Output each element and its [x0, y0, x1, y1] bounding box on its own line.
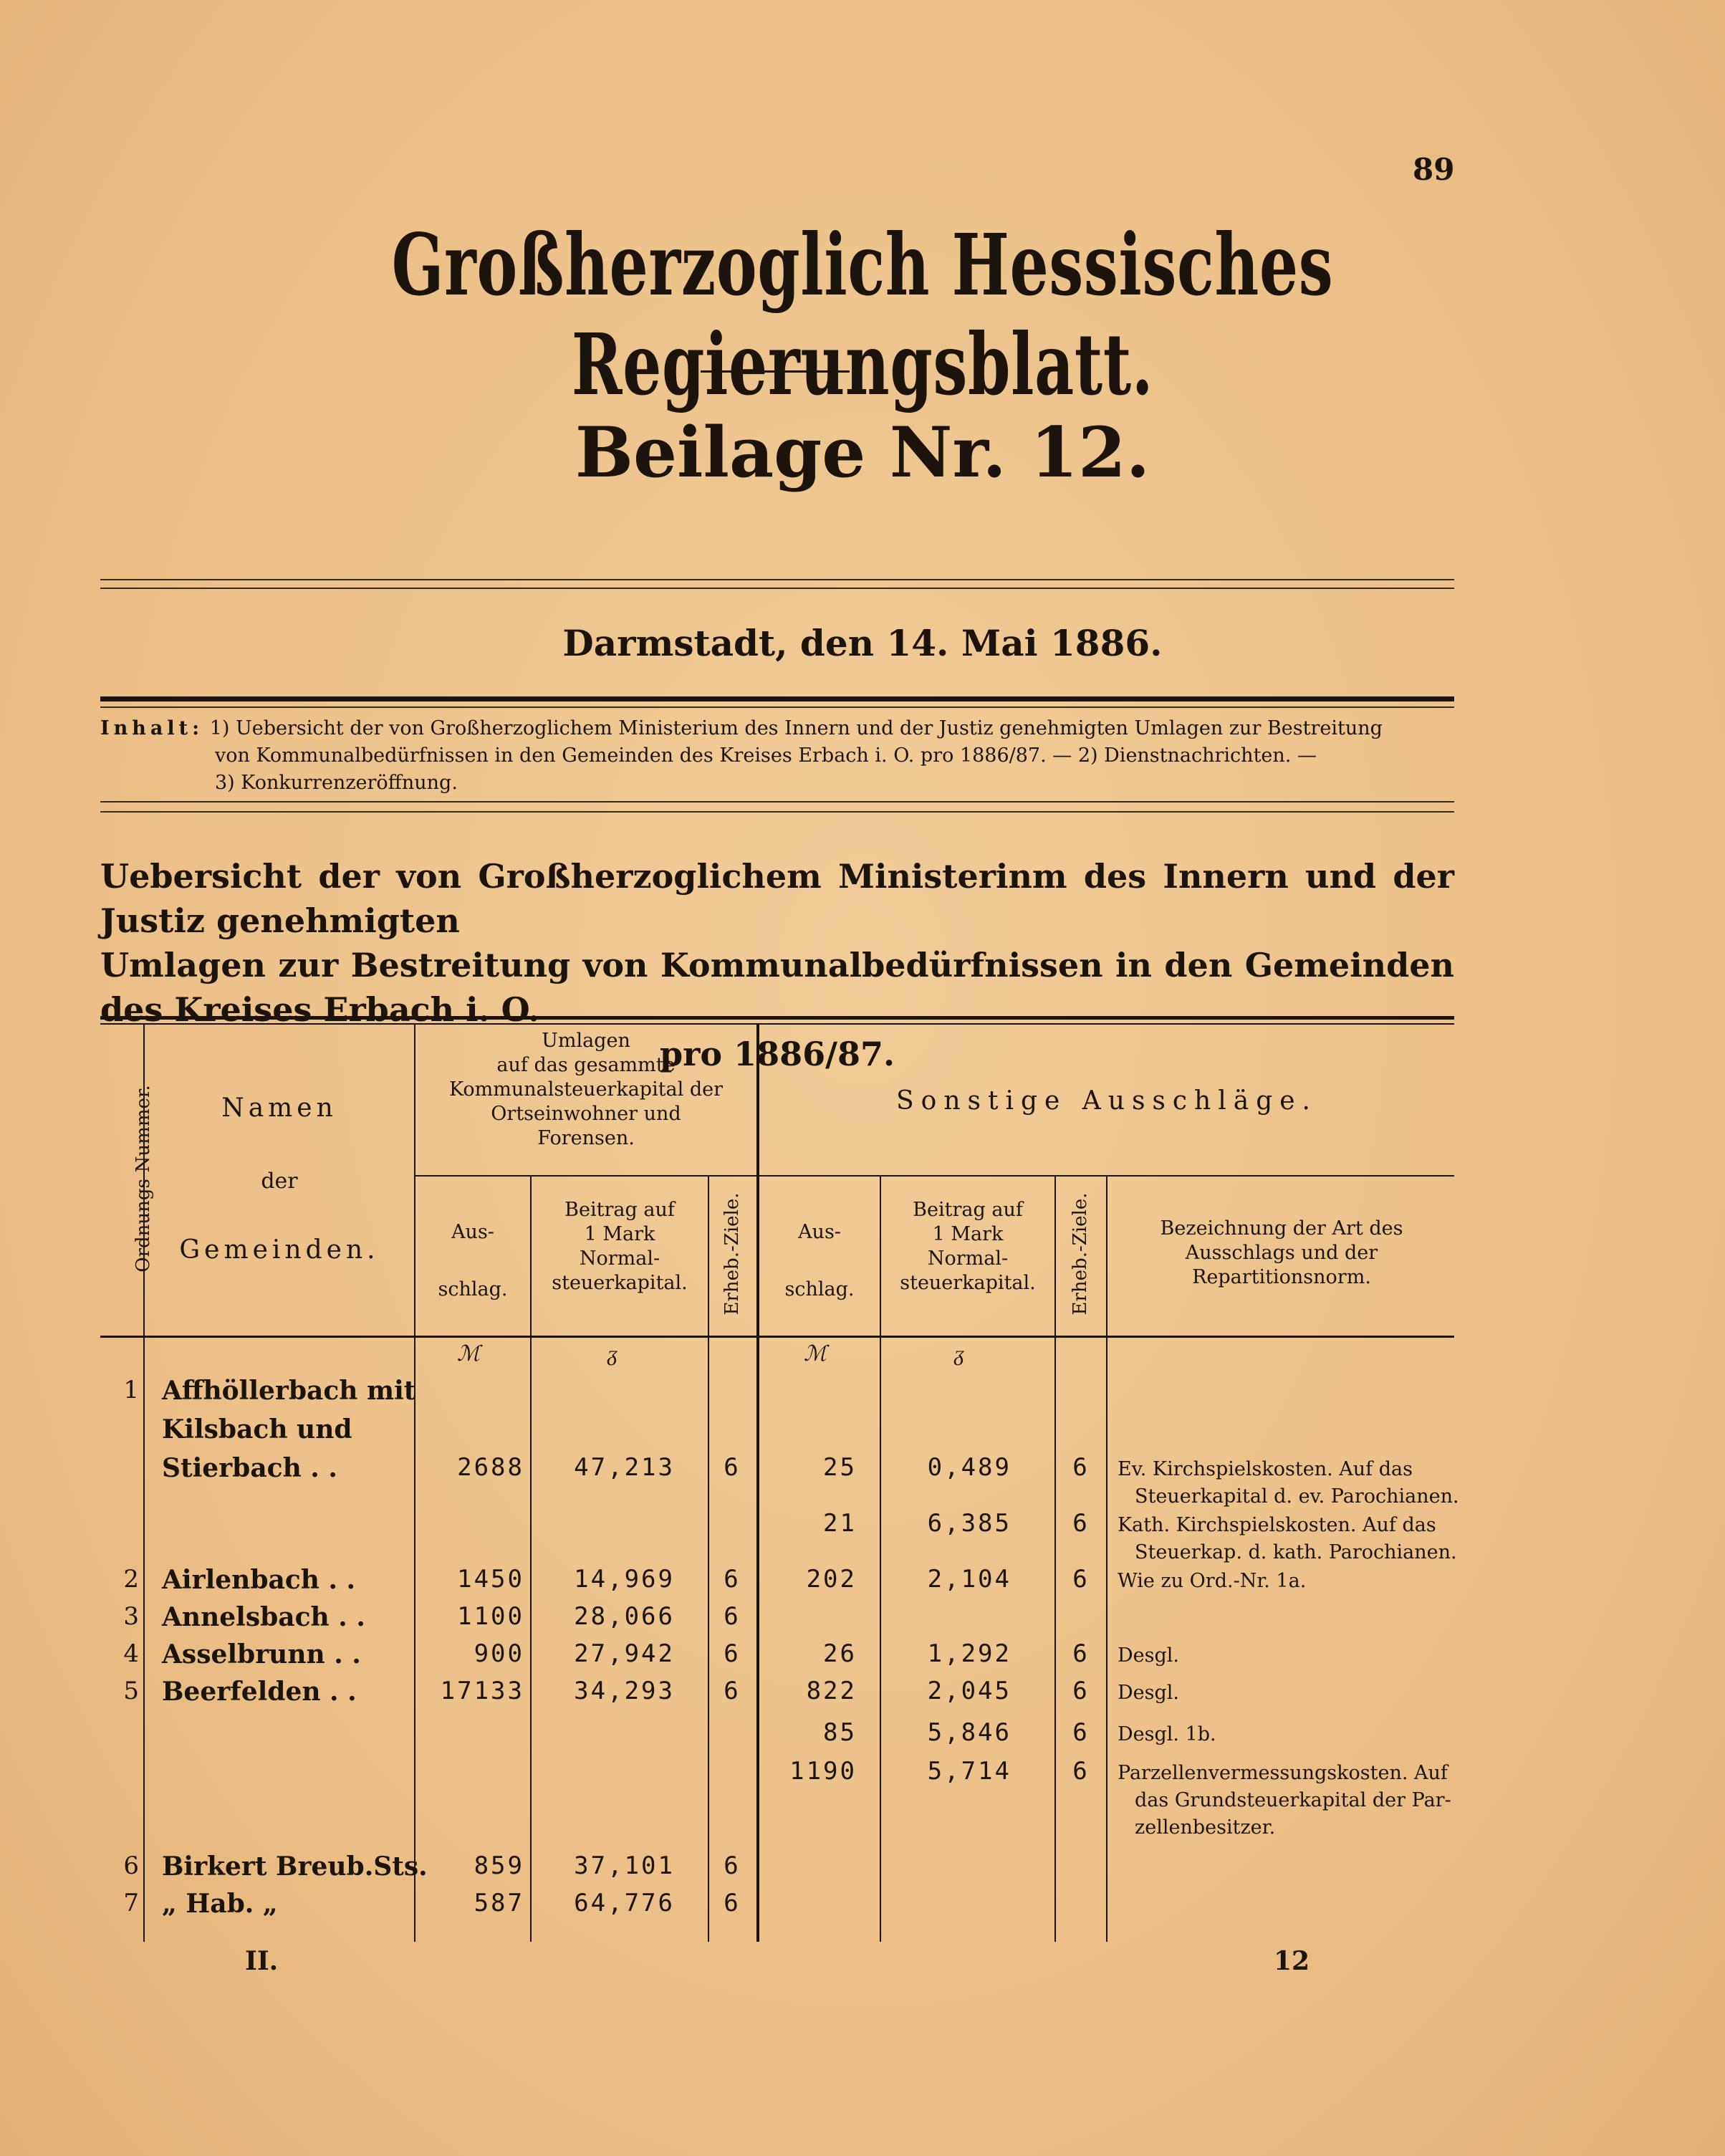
umlage-beitrag: 64,776	[574, 1889, 675, 1917]
header-der: der	[261, 1169, 298, 1194]
header-line: steuerkapital.	[900, 1272, 1036, 1294]
header-gemeinden: Gemeinden.	[179, 1235, 380, 1265]
footer-sheet-mark: II.	[245, 1946, 279, 1976]
heading-line: Uebersicht der von Großherzoglichem Ministerinm des Innern und der Justiz genehmigten	[100, 857, 1454, 940]
header-line: Beitrag auf	[913, 1199, 1023, 1221]
levy-description: Steuerkapital d. ev. Parochianen.	[1135, 1485, 1459, 1508]
table-subheader-rule	[414, 1175, 1454, 1177]
header-ordnungsnummer: Ordnungs-Nummer.	[133, 1085, 154, 1273]
header-line: 1 Mark	[584, 1223, 655, 1245]
umlage-beitrag: 34,293	[574, 1677, 675, 1705]
header-line: Normal-	[927, 1247, 1009, 1270]
municipality-name: „ Hab. „	[162, 1889, 278, 1919]
unit-mark: ℳ	[457, 1341, 481, 1366]
levy-description: Desgl.	[1118, 1644, 1179, 1667]
levy-description: Ev. Kirchspielskosten. Auf das	[1118, 1458, 1413, 1480]
levy-description: Desgl.	[1118, 1682, 1179, 1704]
row-number: 6	[123, 1851, 139, 1880]
levy-description: das Grundsteuerkapital der Par-	[1135, 1789, 1451, 1811]
sonstige-ausschlag: 21	[823, 1509, 857, 1538]
divider	[100, 706, 1454, 708]
umlage-erhebziele: 6	[724, 1677, 741, 1705]
sonstige-ausschlag: 26	[823, 1639, 857, 1668]
header-line: schlag.	[438, 1278, 508, 1300]
header-sonstige-ausschlaege: Sonstige Ausschläge.	[895, 1086, 1318, 1116]
row-number: 4	[123, 1639, 139, 1668]
header-erhebziele: Erheb.-Ziele.	[1070, 1192, 1091, 1316]
header-line: Beitrag auf	[564, 1199, 675, 1221]
header-line: Repartitionsnorm.	[1192, 1266, 1371, 1288]
unit-pfennig: ᵹ	[607, 1341, 618, 1366]
gazette-title: Großherzoglich Hessisches Regierungsblatt.	[391, 215, 1334, 414]
header-line: Kommunalsteuerkapital der	[448, 1078, 724, 1101]
divider	[100, 579, 1454, 580]
contents-line: 1) Uebersicht der von Großherzoglichem Ministerium des Innern und der Justiz genehmigten Umlagen zur Bestreitung	[209, 717, 1383, 739]
municipality-name: Kilsbach und	[162, 1414, 352, 1444]
header-bezeichnung	[1109, 1217, 1454, 1290]
supplement-number: Beilage Nr. 12.	[575, 412, 1150, 493]
issue-date: Darmstadt, den 14. Mai 1886.	[562, 622, 1163, 664]
table-top-rule	[100, 1023, 1454, 1025]
column-rule	[1106, 1175, 1107, 1942]
column-rule	[1054, 1175, 1056, 1942]
sonstige-erhebziele: 6	[1072, 1718, 1090, 1747]
sonstige-beitrag: 6,385	[927, 1509, 1012, 1538]
municipality-name: Annelsbach . .	[162, 1602, 365, 1632]
contents-line: von Kommunalbedürfnissen in den Gemeinden des Kreises Erbach i. O. pro 1886/87. — 2) Dienstnachrichten. —	[215, 744, 1317, 767]
sonstige-ausschlag: 25	[823, 1453, 857, 1482]
umlage-ausschlag: 587	[474, 1889, 524, 1917]
sonstige-erhebziele: 6	[1072, 1639, 1090, 1668]
sonstige-erhebziele: 6	[1072, 1509, 1090, 1538]
row-number: 1	[123, 1376, 139, 1404]
sonstige-beitrag: 5,714	[927, 1757, 1012, 1786]
sonstige-ausschlag: 822	[806, 1677, 857, 1705]
section-heading	[100, 854, 1454, 1076]
header-line: Ausschlags und der	[1185, 1242, 1378, 1264]
sonstige-beitrag: 0,489	[927, 1453, 1012, 1482]
municipality-name: Birkert Breub.Sts.	[162, 1851, 428, 1882]
umlage-ausschlag: 17133	[440, 1677, 524, 1705]
header-erhebziele: Erheb.-Ziele.	[721, 1192, 743, 1316]
row-number: 7	[123, 1889, 139, 1917]
umlage-beitrag: 27,942	[574, 1639, 675, 1668]
header-line: 1 Mark	[932, 1223, 1004, 1245]
header-umlagen	[415, 1029, 756, 1151]
column-rule	[414, 1025, 415, 1942]
divider	[100, 588, 1454, 589]
divider	[100, 696, 1454, 701]
unit-pfennig: ᵹ	[954, 1341, 965, 1366]
header-ausschlag	[415, 1204, 530, 1318]
umlage-ausschlag: 1100	[457, 1602, 524, 1631]
umlage-ausschlag: 1450	[457, 1565, 524, 1594]
table-of-contents	[100, 715, 1454, 797]
title-divider	[701, 370, 850, 373]
row-number: 2	[123, 1565, 139, 1594]
umlage-erhebziele: 6	[724, 1889, 741, 1917]
umlage-ausschlag: 900	[474, 1639, 524, 1668]
umlage-erhebziele: 6	[724, 1639, 741, 1668]
sonstige-beitrag: 2,045	[927, 1677, 1012, 1705]
heading-line: pro 1886/87.	[660, 1035, 895, 1073]
levy-description: Parzellenvermessungskosten. Auf	[1118, 1762, 1448, 1784]
row-number: 3	[123, 1602, 139, 1631]
page-number: 89	[1413, 152, 1455, 187]
sonstige-erhebziele: 6	[1072, 1565, 1090, 1594]
umlage-ausschlag: 859	[474, 1851, 524, 1880]
contents-line: 3) Konkurrenzeröffnung.	[215, 772, 458, 794]
umlage-beitrag: 37,101	[574, 1851, 675, 1880]
contents-label: Inhalt:	[100, 717, 204, 739]
divider	[100, 811, 1454, 813]
header-ausschlag	[759, 1204, 880, 1318]
sonstige-erhebziele: 6	[1072, 1757, 1090, 1786]
umlage-erhebziele: 6	[724, 1851, 741, 1880]
row-number: 5	[123, 1677, 139, 1705]
header-namen: Namen	[221, 1093, 337, 1123]
umlage-erhebziele: 6	[724, 1453, 741, 1482]
header-line: Umlagen	[542, 1030, 630, 1052]
divider	[100, 801, 1454, 802]
table-top-rule	[100, 1016, 1454, 1020]
header-line: schlag.	[784, 1278, 855, 1300]
header-beitrag	[532, 1198, 708, 1295]
column-rule	[708, 1175, 709, 1942]
levy-description: Wie zu Ord.-Nr. 1a.	[1118, 1570, 1307, 1592]
footer-sheet-number: 12	[1274, 1946, 1310, 1976]
sonstige-beitrag: 2,104	[927, 1565, 1012, 1594]
levy-description: Desgl. 1b.	[1118, 1723, 1216, 1745]
municipality-name: Airlenbach . .	[162, 1565, 356, 1595]
header-line: steuerkapital.	[552, 1272, 688, 1294]
column-rule	[756, 1025, 759, 1942]
header-beitrag	[881, 1198, 1054, 1295]
sonstige-ausschlag: 85	[823, 1718, 857, 1747]
sonstige-ausschlag: 1190	[789, 1757, 857, 1786]
municipality-name: Beerfelden . .	[162, 1677, 357, 1707]
header-line: Ortseinwohner und	[491, 1103, 681, 1125]
table-header-rule	[100, 1336, 1454, 1338]
header-line: Bezeichnung der Art des	[1160, 1217, 1403, 1240]
header-line: auf das gesammte	[496, 1054, 676, 1076]
header-line: Aus-	[798, 1221, 841, 1243]
header-line: Forensen.	[537, 1127, 635, 1149]
municipality-name: Affhöllerbach mit	[162, 1376, 416, 1406]
umlage-beitrag: 47,213	[574, 1453, 675, 1482]
umlage-erhebziele: 6	[724, 1602, 741, 1631]
sonstige-beitrag: 1,292	[927, 1639, 1012, 1668]
sonstige-beitrag: 5,846	[927, 1718, 1012, 1747]
umlage-beitrag: 14,969	[574, 1565, 675, 1594]
header-line: Aus-	[451, 1221, 494, 1243]
levy-description: Kath. Kirchspielskosten. Auf das	[1118, 1514, 1436, 1536]
heading-line: Umlagen zur Bestreitung von Kommunalbedürfnissen in den Gemeinden des Kreises Erbach i. O.	[100, 946, 1454, 1029]
municipality-name: Asselbrunn . .	[162, 1639, 361, 1669]
levy-description: zellenbesitzer.	[1135, 1816, 1276, 1839]
levy-description: Steuerkap. d. kath. Parochianen.	[1135, 1541, 1457, 1563]
sonstige-erhebziele: 6	[1072, 1453, 1090, 1482]
sonstige-ausschlag: 202	[806, 1565, 857, 1594]
sonstige-erhebziele: 6	[1072, 1677, 1090, 1705]
municipality-name: Stierbach . .	[162, 1453, 337, 1483]
header-line: Normal-	[579, 1247, 660, 1270]
umlage-beitrag: 28,066	[574, 1602, 675, 1631]
unit-mark: ℳ	[804, 1341, 827, 1366]
umlage-ausschlag: 2688	[457, 1453, 524, 1482]
umlage-erhebziele: 6	[724, 1565, 741, 1594]
